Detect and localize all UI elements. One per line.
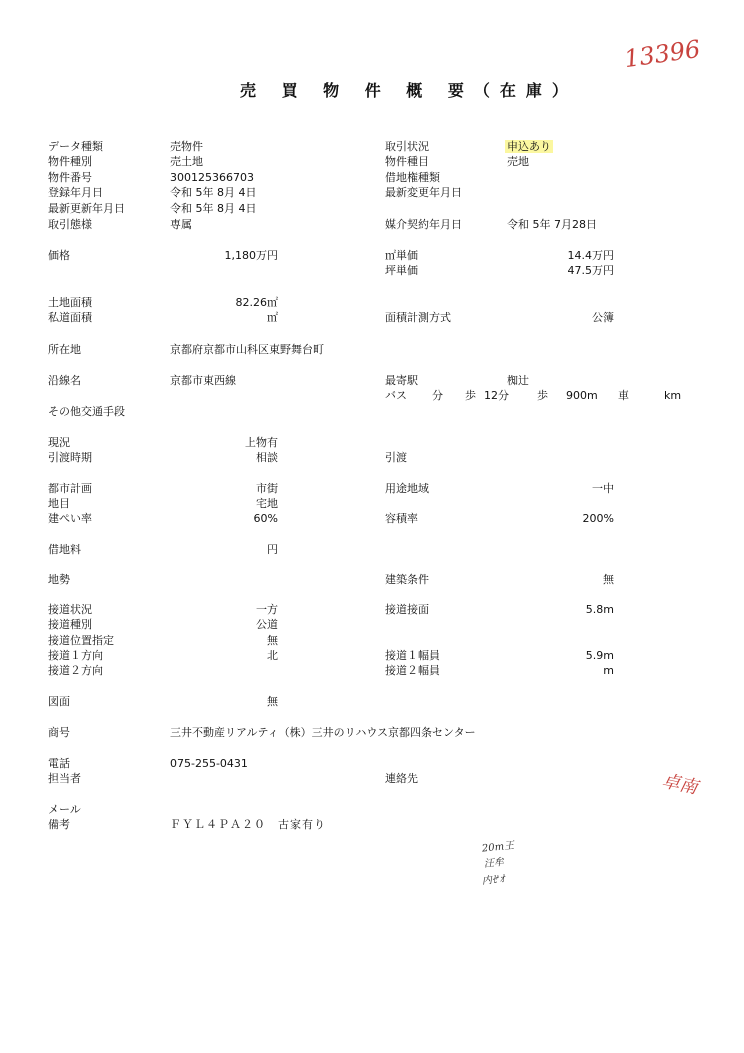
label-update-date: 最新更新年月日 bbox=[48, 202, 125, 215]
label-agency-date: 媒介契約年月日 bbox=[385, 218, 462, 231]
label-line: 沿線名 bbox=[48, 374, 81, 387]
value-agency-date: 令和 5年 7月28日 bbox=[507, 218, 597, 231]
value-measure: 公簿 bbox=[592, 311, 614, 324]
value-phone: 075-255-0431 bbox=[170, 757, 248, 770]
value-status: 上物有 bbox=[245, 436, 278, 449]
value-road-width1: 5.9m bbox=[585, 649, 614, 662]
label-handover: 引渡 bbox=[385, 451, 407, 464]
label-trade-mode: 取引態様 bbox=[48, 218, 92, 231]
access-bus: バス bbox=[385, 389, 407, 402]
value-city-plan: 市街 bbox=[256, 482, 278, 495]
value-location: 京都府京都市山科区東野舞台町 bbox=[170, 343, 324, 356]
value-remarks: ＦＹＬ４ＰＡ２０ 古家有り bbox=[170, 818, 326, 831]
label-property-no: 物件番号 bbox=[48, 171, 92, 184]
label-unit-sqm: ㎡単価 bbox=[385, 249, 418, 262]
label-lease-type: 借地権種類 bbox=[385, 171, 440, 184]
value-property-type: 売土地 bbox=[170, 155, 203, 168]
value-road-kind: 公道 bbox=[256, 618, 278, 631]
access-car: 車 bbox=[618, 389, 629, 402]
label-measure: 面積計測方式 bbox=[385, 311, 451, 324]
value-line: 京都市東西線 bbox=[170, 374, 236, 387]
label-road-width2: 接道２幅員 bbox=[385, 664, 440, 677]
value-road-pos: 無 bbox=[267, 634, 278, 647]
label-reg-date: 登録年月日 bbox=[48, 186, 103, 199]
label-company: 商号 bbox=[48, 726, 70, 739]
value-road-face: 5.8m bbox=[585, 603, 614, 616]
value-unit-sqm: 14.4万円 bbox=[567, 249, 614, 262]
value-update-date: 令和 5年 8月 4日 bbox=[170, 202, 257, 215]
label-email: メール bbox=[48, 803, 81, 816]
value-trade-status bbox=[505, 140, 553, 154]
label-road-pos: 接道位置指定 bbox=[48, 634, 114, 647]
label-change-date: 最新変更年月日 bbox=[385, 186, 462, 199]
value-land-cat: 宅地 bbox=[256, 497, 278, 510]
access-walk-min: 12分 bbox=[484, 389, 509, 402]
label-use-zone: 用途地域 bbox=[385, 482, 429, 495]
access-walk1: 歩 bbox=[465, 389, 476, 402]
label-road-dir1: 接道１方向 bbox=[48, 649, 103, 662]
label-lease-fee: 借地料 bbox=[48, 543, 81, 556]
value-land-area: 82.26㎡ bbox=[235, 296, 278, 309]
label-station: 最寄駅 bbox=[385, 374, 418, 387]
label-unit-tsubo: 坪単価 bbox=[385, 264, 418, 277]
document-title: 売 買 物 件 概 要（在庫） bbox=[240, 81, 578, 100]
label-road-status: 接道状況 bbox=[48, 603, 92, 616]
label-road-width1: 接道１幅員 bbox=[385, 649, 440, 662]
value-price: 1,180万円 bbox=[224, 249, 278, 262]
value-company: 三井不動産リアルティ（株）三井のリハウス京都四条センター bbox=[170, 726, 476, 739]
label-road-dir2: 接道２方向 bbox=[48, 664, 103, 677]
value-far: 200% bbox=[582, 512, 614, 525]
label-location: 所在地 bbox=[48, 343, 81, 356]
label-drawing: 図面 bbox=[48, 695, 70, 708]
access-km: km bbox=[664, 389, 682, 402]
value-lease-fee: 円 bbox=[267, 543, 278, 556]
label-city-plan: 都市計画 bbox=[48, 482, 92, 495]
label-price: 価格 bbox=[48, 249, 70, 262]
label-phone: 電話 bbox=[48, 757, 70, 770]
label-handover-time: 引渡時期 bbox=[48, 451, 92, 464]
pencil-note-3: 内ｾ'ｵ bbox=[481, 873, 506, 888]
label-land-area: 土地面積 bbox=[48, 296, 92, 309]
value-reg-date: 令和 5年 8月 4日 bbox=[170, 186, 257, 199]
value-drawing: 無 bbox=[267, 695, 278, 708]
value-station: 椥辻 bbox=[507, 374, 529, 387]
label-road-face: 接道接面 bbox=[385, 603, 429, 616]
value-trade-mode: 専属 bbox=[170, 218, 192, 231]
label-item: 物件種目 bbox=[385, 155, 429, 168]
label-build-cond: 建築条件 bbox=[385, 573, 429, 586]
label-land-cat: 地目 bbox=[48, 497, 70, 510]
label-data-type: データ種類 bbox=[48, 140, 103, 153]
label-road-kind: 接道種別 bbox=[48, 618, 92, 631]
label-far: 容積率 bbox=[385, 512, 418, 525]
value-road-dir1: 北 bbox=[267, 649, 278, 662]
value-coverage: 60% bbox=[253, 512, 278, 525]
handwritten-number: 13396 bbox=[622, 34, 702, 74]
label-property-type: 物件種別 bbox=[48, 155, 92, 168]
value-private-road: ㎡ bbox=[267, 311, 278, 324]
highlight-trade-status: 申込あり bbox=[507, 140, 551, 153]
value-item: 売地 bbox=[507, 155, 529, 168]
label-private-road: 私道面積 bbox=[48, 311, 92, 324]
value-use-zone: 一中 bbox=[592, 482, 614, 495]
value-property-no: 300125366703 bbox=[170, 171, 254, 184]
label-other-transport: その他交通手段 bbox=[48, 405, 125, 418]
label-trade-status: 取引状況 bbox=[385, 140, 429, 153]
access-walk2: 歩 bbox=[537, 389, 548, 402]
value-data-type: 売物件 bbox=[170, 140, 203, 153]
value-build-cond: 無 bbox=[603, 573, 614, 586]
label-status: 現況 bbox=[48, 436, 70, 449]
value-road-width2: m bbox=[603, 664, 614, 677]
pencil-note-1: 20m王 bbox=[481, 840, 515, 855]
value-unit-tsubo: 47.5万円 bbox=[567, 264, 614, 277]
pencil-note-2: 汪牟 bbox=[483, 856, 505, 871]
handwritten-side-note: 卓南 bbox=[659, 770, 700, 799]
label-terrain: 地勢 bbox=[48, 573, 70, 586]
label-remarks: 備考 bbox=[48, 818, 70, 831]
value-handover-time: 相談 bbox=[256, 451, 278, 464]
label-coverage: 建ぺい率 bbox=[48, 512, 92, 525]
label-contact: 連絡先 bbox=[385, 772, 418, 785]
access-min: 分 bbox=[432, 389, 443, 402]
value-road-status: 一方 bbox=[256, 603, 278, 616]
access-walk-dist: 900m bbox=[566, 389, 598, 402]
label-person: 担当者 bbox=[48, 772, 81, 785]
